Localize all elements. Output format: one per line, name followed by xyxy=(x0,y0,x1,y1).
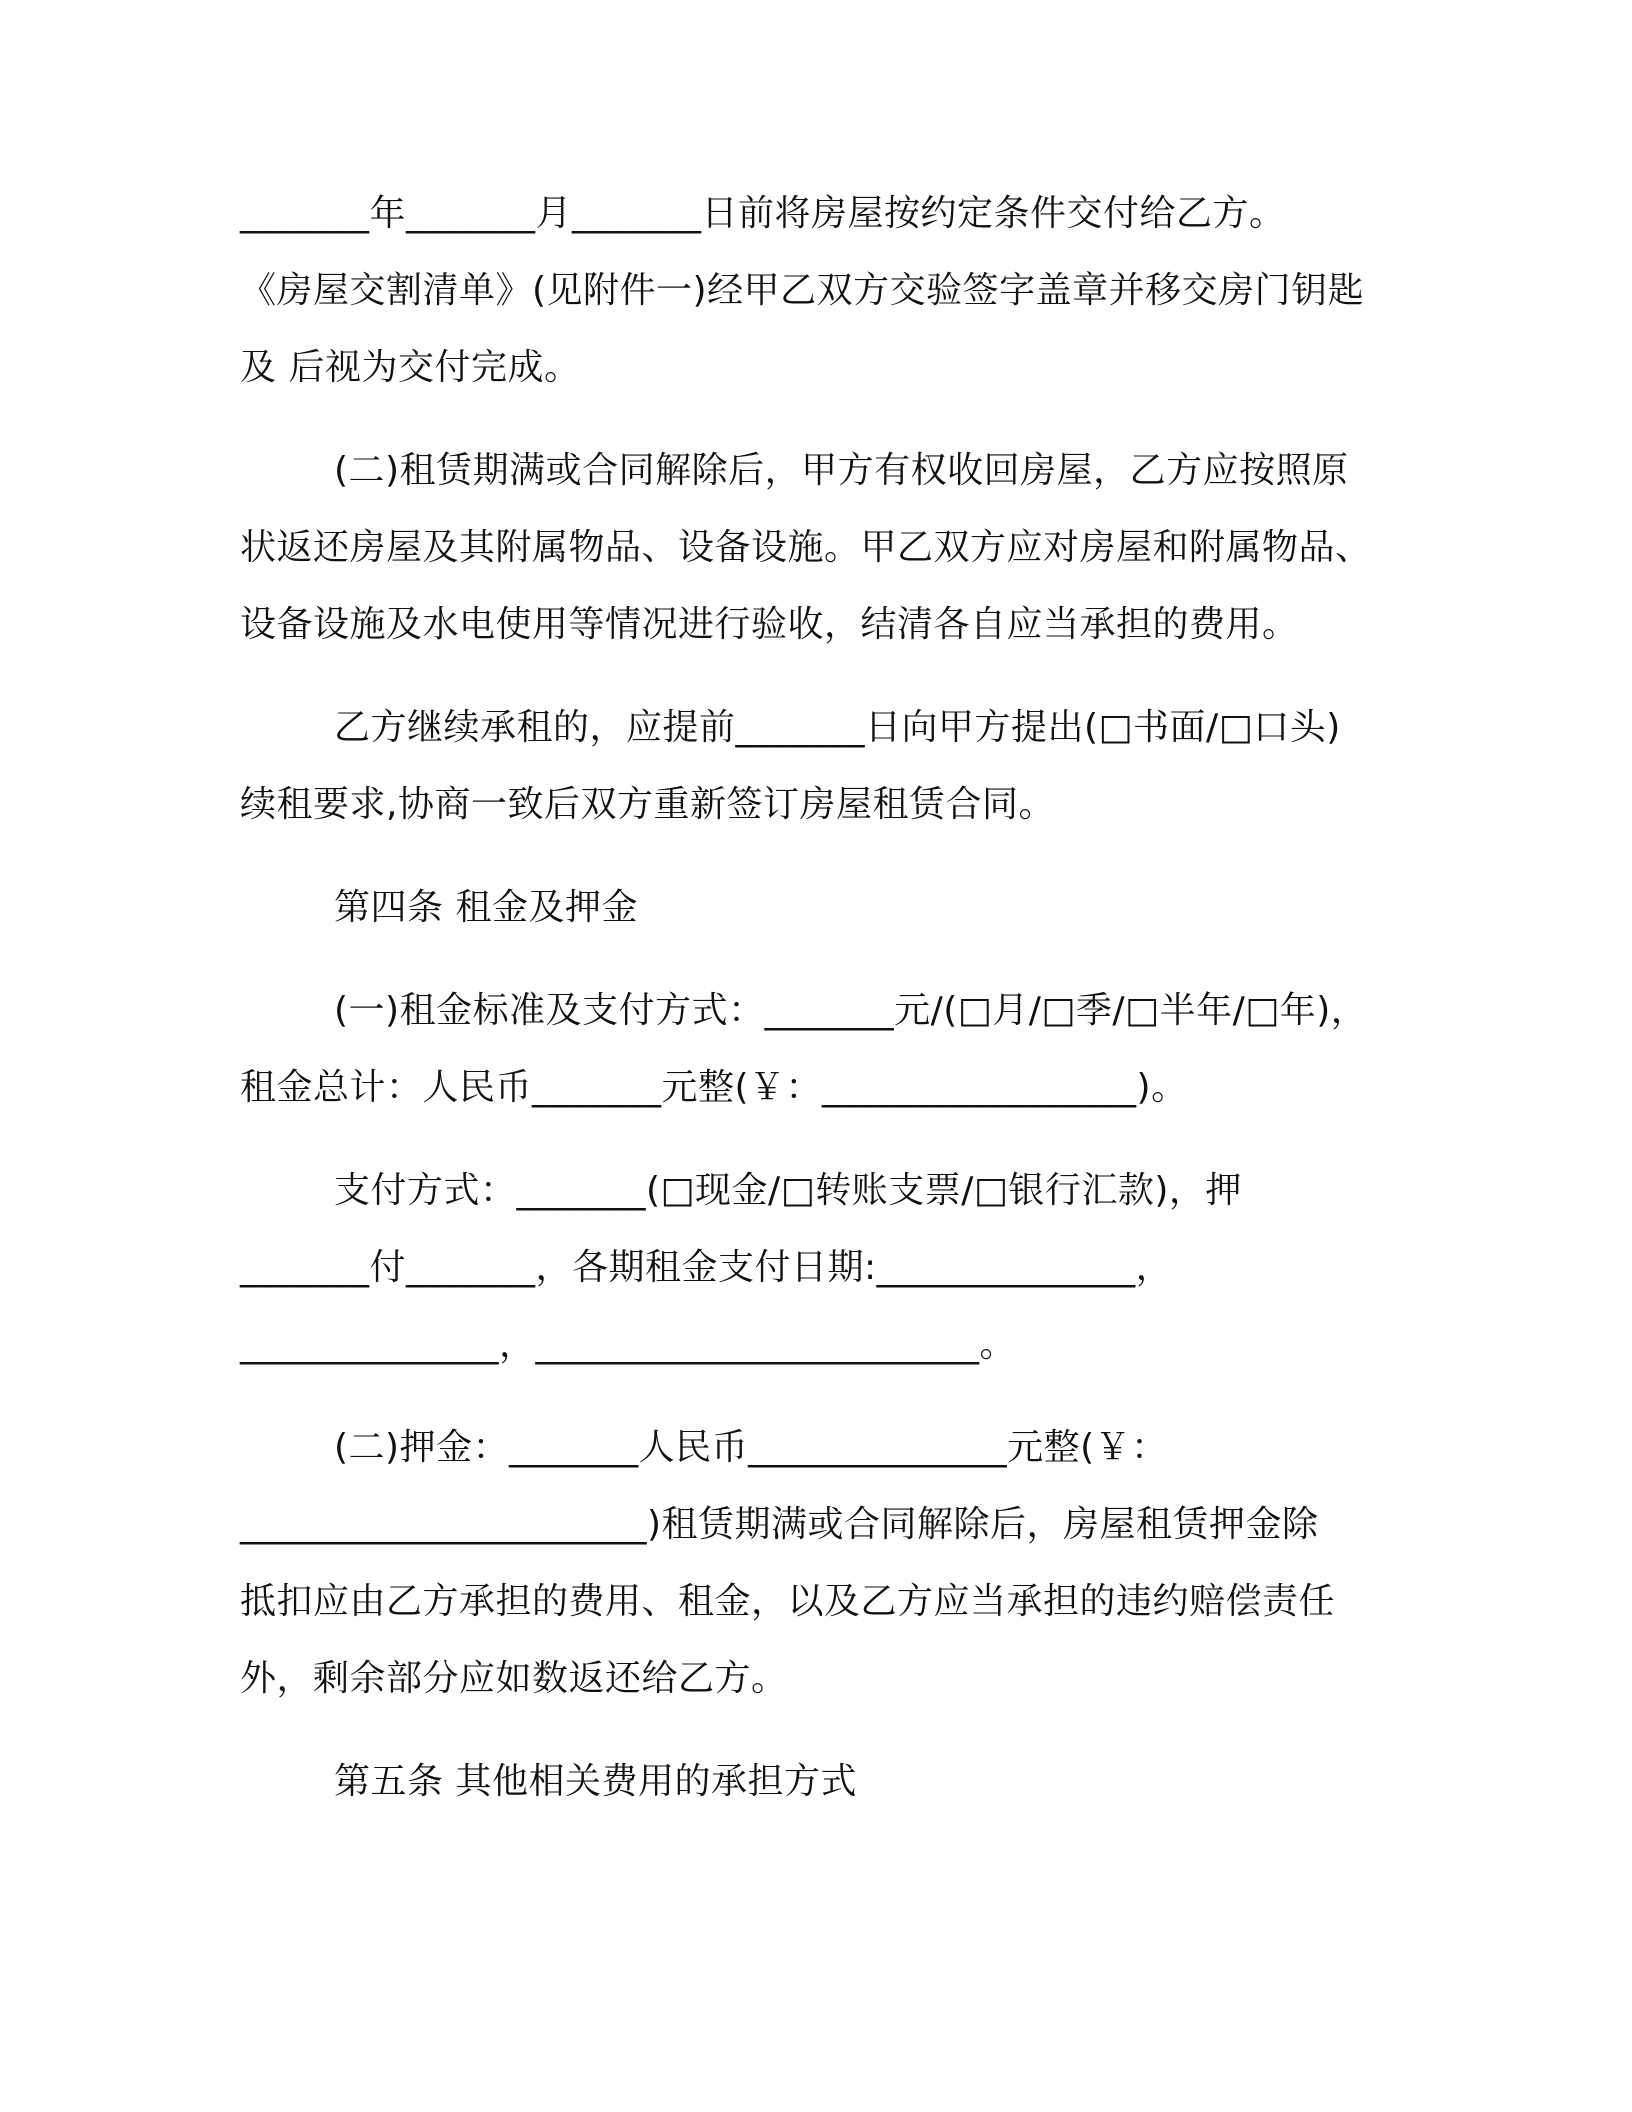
text-line: 乙方继续承租的，应提前_______日向甲方提出(□书面/□口头) xyxy=(334,707,1341,748)
text-line: (二)租赁期满或合同解除后，甲方有权收回房屋，乙方应按照原 xyxy=(334,450,1349,491)
paragraph-gap xyxy=(240,1139,1400,1165)
text-line: 外，剩余部分应如数返还给乙方。 xyxy=(240,1658,788,1699)
text-line: _______年_______月_______日前将房屋按约定条件交付给乙方。 xyxy=(240,193,1286,234)
text-line: 支付方式：_______(□现金/□转账支票/□银行汇款)，押 xyxy=(334,1170,1242,1211)
text-line: 状返还房屋及其附属物品、设备设施。甲乙双方应对房屋和附属物品、 xyxy=(240,527,1372,568)
text-line: ______________，________________________。 xyxy=(240,1324,1016,1365)
section-heading: 第五条 其他相关费用的承担方式 xyxy=(334,1761,857,1802)
paragraph-gap xyxy=(240,676,1400,702)
text-line: 续租要求,协商一致后双方重新签订房屋租赁合同。 xyxy=(240,784,1055,825)
text-line: 及 后视为交付完成。 xyxy=(240,347,581,388)
text-line: 设备设施及水电使用等情况进行验收，结清各自应当承担的费用。 xyxy=(240,604,1299,645)
text-line: 租金总计：人民币_______元整(￥：_________________)。 xyxy=(240,1067,1188,1108)
text-line: _______付_______，各期租金支付日期:______________， xyxy=(240,1247,1173,1288)
text-line: 抵扣应由乙方承担的费用、租金，以及乙方应当承担的违约赔偿责任 xyxy=(240,1581,1336,1622)
text-line: (二)押金：_______人民币______________元整(￥： xyxy=(334,1427,1168,1468)
paragraph-gap xyxy=(240,959,1400,985)
text-line: 《房屋交割清单》(见附件一)经甲乙双方交验签字盖章并移交房门钥匙 xyxy=(240,270,1365,311)
paragraph-gap xyxy=(240,419,1400,445)
text-line: (一)租金标准及支付方式：_______元/(□月/□季/□半年/□年)， xyxy=(334,990,1368,1031)
text-line: ______________________)租赁期满或合同解除后，房屋租赁押金除 xyxy=(240,1504,1319,1545)
section-heading: 第四条 租金及押金 xyxy=(334,887,638,928)
document-body xyxy=(240,188,1400,1833)
paragraph-gap xyxy=(240,1730,1400,1756)
paragraph-gap xyxy=(240,1396,1400,1422)
paragraph-gap xyxy=(240,856,1400,882)
